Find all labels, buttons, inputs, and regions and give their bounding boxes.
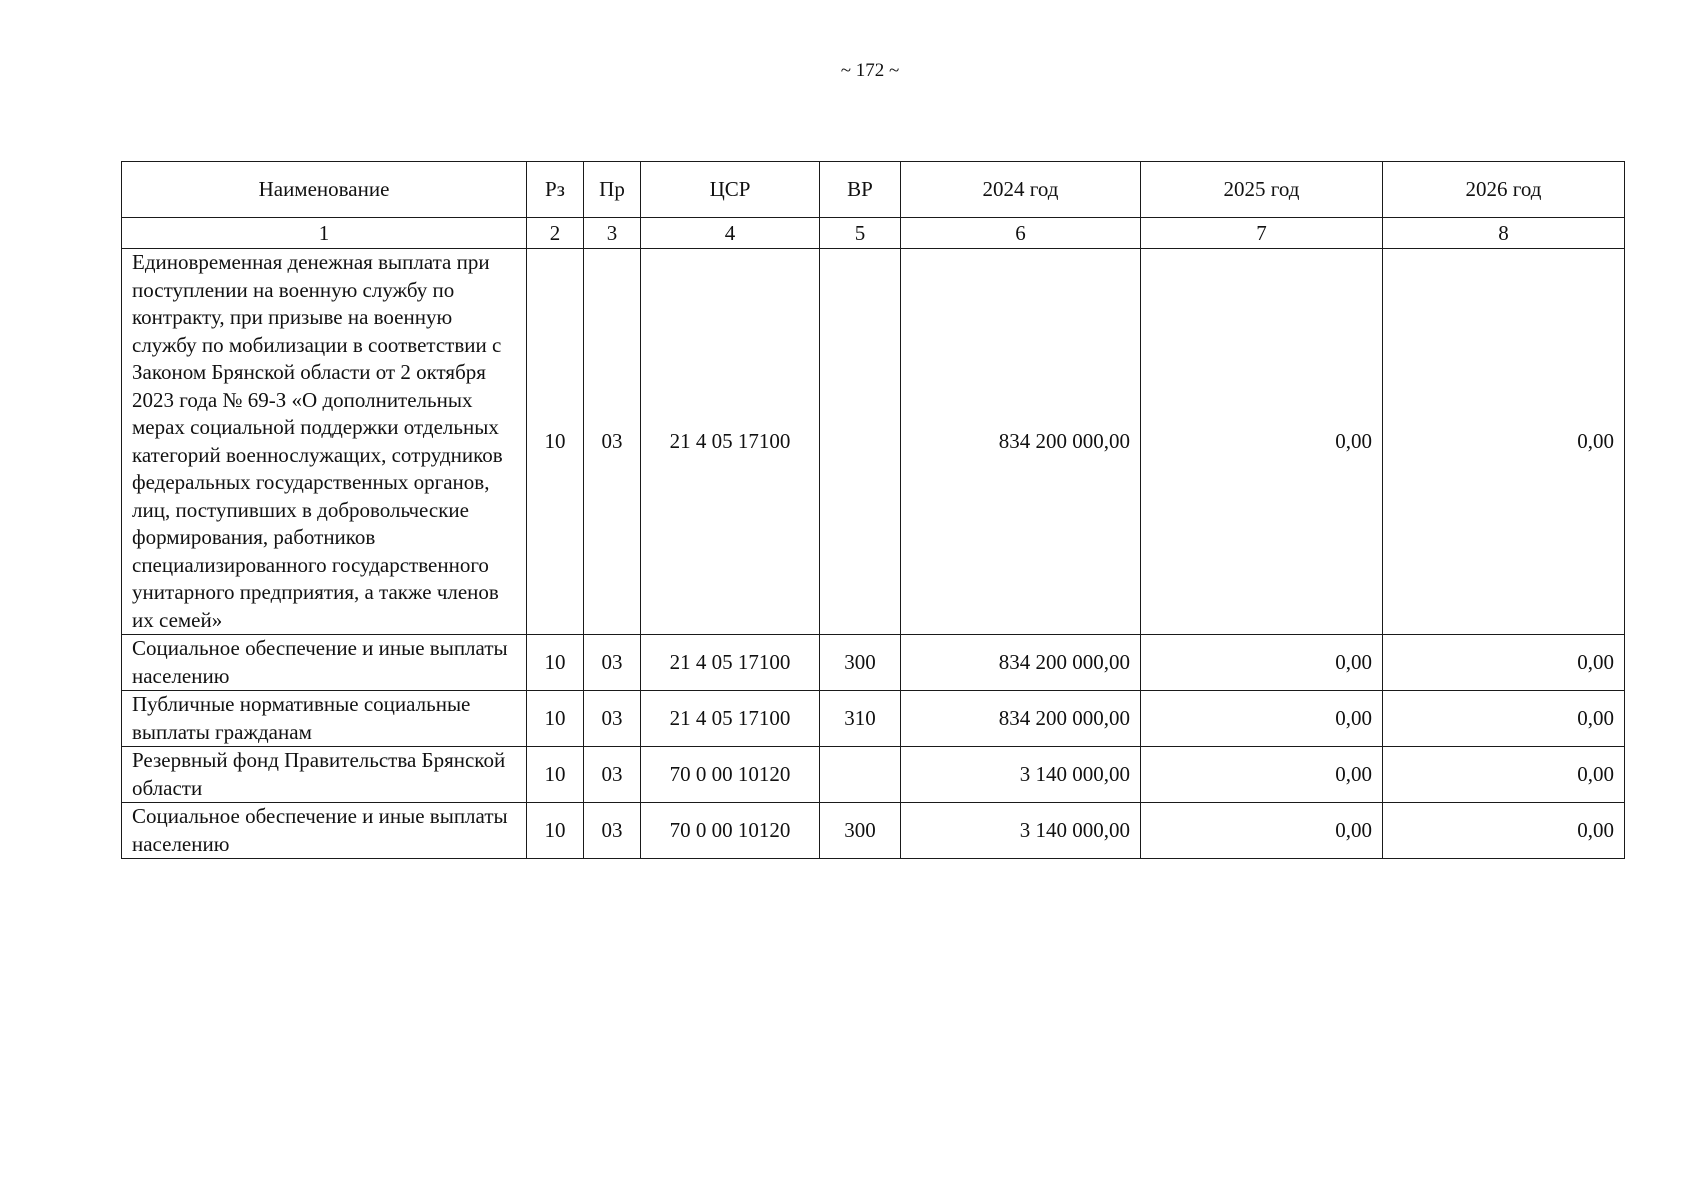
row-pr: 03: [584, 691, 641, 747]
row-2025: 0,00: [1141, 803, 1383, 859]
row-2024: 834 200 000,00: [901, 691, 1141, 747]
budget-table: [121, 161, 1625, 859]
row-2026: 0,00: [1383, 249, 1625, 635]
column-number: 6: [901, 218, 1141, 249]
row-csr: 21 4 05 17100: [641, 691, 820, 747]
column-number: 8: [1383, 218, 1625, 249]
header-2025: 2025 год: [1141, 162, 1383, 218]
row-vr: [820, 249, 901, 635]
header-csr: ЦСР: [641, 162, 820, 218]
row-name: Резервный фонд Правительства Брянской области: [122, 747, 527, 803]
row-2026: 0,00: [1383, 691, 1625, 747]
header-rz: Рз: [527, 162, 584, 218]
row-csr: 70 0 00 10120: [641, 803, 820, 859]
row-2024: 834 200 000,00: [901, 249, 1141, 635]
column-number: 4: [641, 218, 820, 249]
table-row: [122, 249, 1625, 635]
row-pr: 03: [584, 803, 641, 859]
row-vr: 310: [820, 691, 901, 747]
row-2024: 3 140 000,00: [901, 803, 1141, 859]
column-number: 5: [820, 218, 901, 249]
header-2026: 2026 год: [1383, 162, 1625, 218]
row-2025: 0,00: [1141, 249, 1383, 635]
row-rz: 10: [527, 249, 584, 635]
row-rz: 10: [527, 635, 584, 691]
column-number: 2: [527, 218, 584, 249]
row-rz: 10: [527, 691, 584, 747]
header-name: Наименование: [122, 162, 527, 218]
row-csr: 70 0 00 10120: [641, 747, 820, 803]
header-2024: 2024 год: [901, 162, 1141, 218]
row-rz: 10: [527, 803, 584, 859]
table-row: [122, 747, 1625, 803]
table-header-row: [122, 162, 1625, 218]
row-name: Единовременная денежная выплата при поступлении на военную службу по контракту, при призыве на военную службу по мобилизации в соответствии с Законом Брянской области от 2 октября 2023 года № 69-З «О дополнительных мерах социальной поддержки отдельных категорий военнослужащих, сотрудников федеральных государственных органов, лиц, поступивших в добровольческие формирования, работников специализированного государственного унитарного предприятия, а также членов их семей»: [122, 249, 527, 635]
row-vr: 300: [820, 803, 901, 859]
row-name: Социальное обеспечение и иные выплаты населению: [122, 803, 527, 859]
row-rz: 10: [527, 747, 584, 803]
row-2024: 834 200 000,00: [901, 635, 1141, 691]
table-row: [122, 803, 1625, 859]
row-pr: 03: [584, 249, 641, 635]
table-row: [122, 635, 1625, 691]
row-csr: 21 4 05 17100: [641, 249, 820, 635]
column-number-row: [122, 218, 1625, 249]
row-2025: 0,00: [1141, 635, 1383, 691]
row-name: Публичные нормативные социальные выплаты гражданам: [122, 691, 527, 747]
row-csr: 21 4 05 17100: [641, 635, 820, 691]
header-vr: ВР: [820, 162, 901, 218]
row-2024: 3 140 000,00: [901, 747, 1141, 803]
table-row: [122, 691, 1625, 747]
row-vr: 300: [820, 635, 901, 691]
row-name: Социальное обеспечение и иные выплаты населению: [122, 635, 527, 691]
row-2026: 0,00: [1383, 635, 1625, 691]
column-number: 7: [1141, 218, 1383, 249]
column-number: 3: [584, 218, 641, 249]
row-vr: [820, 747, 901, 803]
page-number: ~ 172 ~: [840, 60, 900, 81]
row-2025: 0,00: [1141, 747, 1383, 803]
row-2025: 0,00: [1141, 691, 1383, 747]
row-pr: 03: [584, 747, 641, 803]
column-number: 1: [122, 218, 527, 249]
row-pr: 03: [584, 635, 641, 691]
header-pr: Пр: [584, 162, 641, 218]
row-2026: 0,00: [1383, 803, 1625, 859]
row-2026: 0,00: [1383, 747, 1625, 803]
